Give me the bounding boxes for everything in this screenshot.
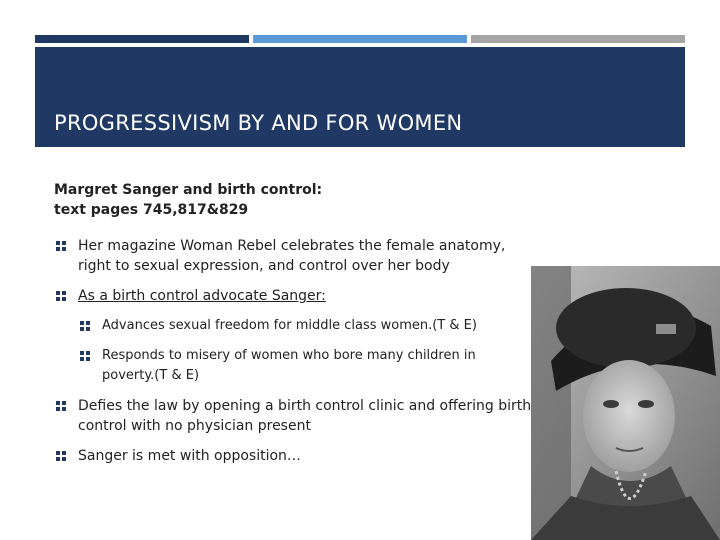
- sub-bullet-item: [54, 346, 532, 386]
- portrait-photo: [531, 266, 720, 540]
- portrait-illustration: [531, 266, 720, 540]
- accent-bar-blue: [253, 35, 467, 43]
- bullet-square-icon: [80, 351, 90, 361]
- bullet-text: Responds to misery of women who bore many children in poverty.(T & E): [102, 348, 476, 383]
- bullet-item: [54, 286, 532, 306]
- bullet-text: As a birth control advocate Sanger:: [78, 288, 326, 304]
- subheading: [54, 180, 514, 220]
- bullet-text: Sanger is met with opposition…: [78, 448, 301, 464]
- accent-bars: [35, 35, 685, 43]
- bullet-list: [54, 236, 532, 476]
- bullet-square-icon: [56, 401, 66, 411]
- bullet-text: Her magazine Woman Rebel celebrates the female anatomy, right to sexual expression, and control over her body: [78, 238, 506, 274]
- accent-bar-dark: [35, 35, 249, 43]
- sub-bullet-item: [54, 316, 532, 336]
- bullet-square-icon: [56, 291, 66, 301]
- accent-bar-gray: [471, 35, 685, 43]
- bullet-square-icon: [80, 321, 90, 331]
- bullet-square-icon: [56, 241, 66, 251]
- subheading-line-1: Margret Sanger and birth control:: [54, 182, 323, 198]
- bullet-text: Advances sexual freedom for middle class women.(T & E): [102, 318, 477, 333]
- title-banner: [35, 47, 685, 147]
- bullet-item: [54, 446, 532, 466]
- slide-title: PROGRESSIVISM BY AND FOR WOMEN: [54, 111, 463, 135]
- subheading-line-2: text pages 745,817&829: [54, 202, 249, 218]
- bullet-text: Defies the law by opening a birth control clinic and offering birth control with no physician present: [78, 398, 532, 434]
- bullet-item: [54, 396, 532, 436]
- bullet-item: [54, 236, 532, 276]
- bullet-square-icon: [56, 451, 66, 461]
